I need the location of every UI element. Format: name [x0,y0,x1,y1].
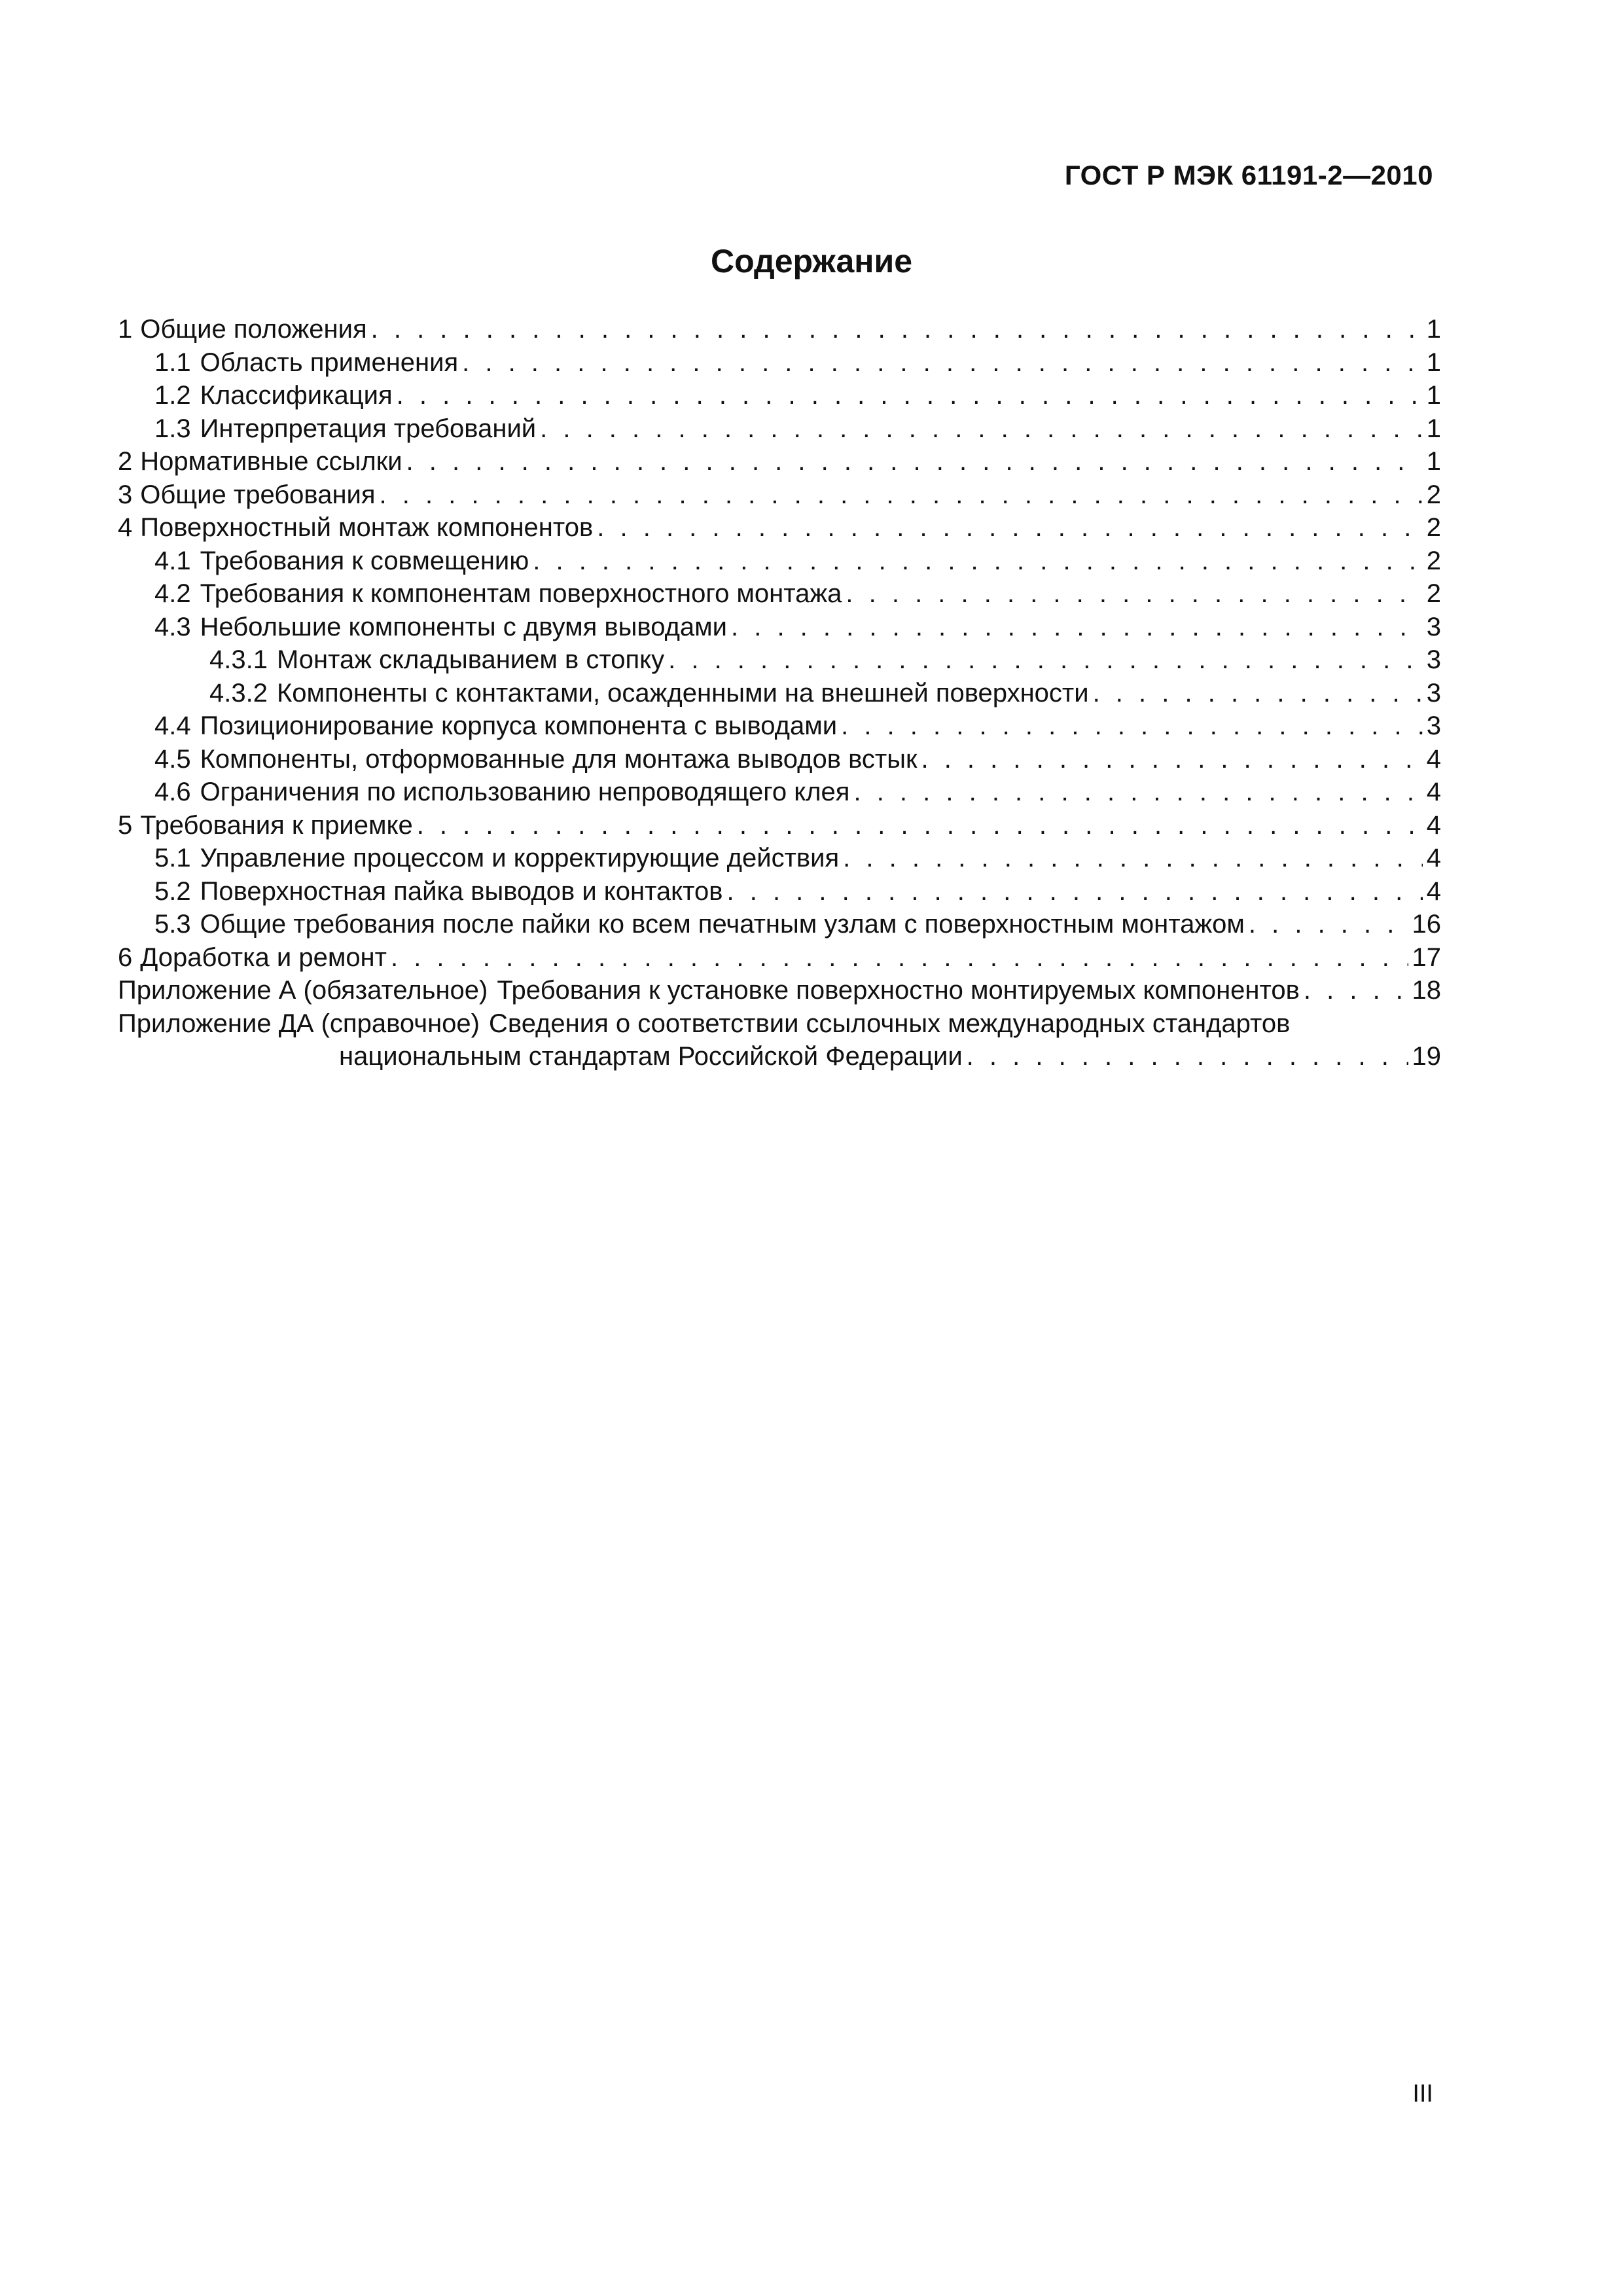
toc-entry-title: Общие требования после пайки ко всем печатным узлам с поверхностным монтажом [200,910,1245,939]
toc-entry-title: Ограничения по использованию непроводящего клея [200,778,850,806]
toc-entry-page: 4 [1426,744,1441,774]
toc-entry-page: 19 [1412,1042,1441,1071]
toc-entry-6[interactable] [118,941,1441,975]
document-id-header: ГОСТ Р МЭК 61191-2—2010 [1064,160,1433,190]
toc-entry-4-3-1[interactable] [118,643,1441,677]
toc-entry-number: 5.3 [154,910,191,939]
toc-entry-title-continuation: национальным стандартам Российской Федерации [339,1042,963,1071]
toc-entry-number: 1.2 [154,381,191,410]
dot-leader [841,709,1423,738]
toc-entry-title: Требования к установке поверхностно монтируемых компонентов [497,976,1300,1005]
toc-entry-title: Классификация [200,381,393,410]
toc-entry-page: 4 [1426,778,1441,806]
toc-entry-number: 4.3.2 [209,678,268,708]
toc-entry-title: Нормативные ссылки [140,447,402,476]
toc-entry-page: 2 [1426,513,1441,542]
dot-leader [597,511,1422,540]
dot-leader [391,941,1408,970]
toc-entry-page: 18 [1412,976,1441,1005]
toc-entry-page: 1 [1426,414,1441,443]
toc-entry-number: 3 [118,480,133,509]
toc-entry-page: 3 [1426,711,1441,740]
toc-entry-number: 4.3.1 [209,645,268,674]
toc-entry-title: Общие положения [140,315,367,344]
page-number: III [1412,2080,1433,2108]
table-of-contents [118,313,1441,1073]
toc-entry-2[interactable] [118,445,1441,478]
toc-entry-page: 2 [1426,579,1441,608]
toc-entry-3[interactable] [118,478,1441,512]
toc-entry-title: Поверхностный монтаж компонентов [140,513,594,542]
toc-entry-page: 17 [1412,942,1441,972]
toc-entry-number: 4.1 [154,546,191,575]
toc-entry-number: 1 [118,315,133,344]
dot-leader [1304,974,1408,1003]
dot-leader [406,445,1423,474]
dot-leader [967,1040,1408,1069]
toc-entry-number: 5.2 [154,876,191,906]
toc-entry-title: Компоненты с контактами, осажденными на внешней поверхности [276,678,1089,708]
dot-leader [727,875,1423,904]
dot-leader [921,743,1422,772]
toc-entry-page: 4 [1426,810,1441,840]
toc-entry-1-1[interactable] [118,346,1441,380]
toc-entry-number: 4.4 [154,711,191,740]
dot-leader [397,379,1423,408]
toc-entry-5-1[interactable] [118,842,1441,875]
toc-entry-4[interactable] [118,511,1441,545]
toc-entry-number: 1.1 [154,348,191,377]
toc-entry-number: 4.6 [154,778,191,806]
toc-entry-1[interactable] [118,313,1441,346]
toc-entry-number: 6 [118,942,133,972]
dot-leader [843,842,1423,870]
toc-entry-title: Компоненты, отформованные для монтажа выводов встык [200,744,918,774]
toc-entry-title: Требования к компонентам поверхностного монтажа [200,579,842,608]
dot-leader [668,643,1423,672]
toc-entry-title: Общие требования [140,480,376,509]
toc-entry-title: Позиционирование корпуса компонента с выводами [200,711,838,740]
annex-label: Приложение ДА (справочное) [118,1009,480,1038]
dot-leader [540,412,1423,441]
toc-entry-title: Управление процессом и корректирующие действия [200,844,840,872]
dot-leader [1249,908,1408,937]
toc-entry-title: Область применения [200,348,459,377]
toc-entry-number: 5.1 [154,844,191,872]
toc-entry-page: 4 [1426,876,1441,906]
toc-entry-4-1[interactable] [118,545,1441,578]
dot-leader [731,611,1423,639]
toc-entry-4-2[interactable] [118,577,1441,611]
toc-entry-number: 4.3 [154,612,191,641]
toc-entry-4-6[interactable] [118,776,1441,809]
dot-leader [533,545,1423,573]
toc-entry-title: Требования к приемке [140,810,413,840]
toc-entry-annex-da-continuation[interactable] [118,1040,1441,1073]
toc-entry-number: 5 [118,810,133,840]
toc-entry-page: 1 [1426,348,1441,377]
toc-entry-page: 3 [1426,612,1441,641]
dot-leader [853,776,1422,804]
toc-title: Содержание [710,243,913,279]
toc-entry-5-3[interactable] [118,908,1441,941]
toc-entry-4-3[interactable] [118,611,1441,644]
toc-entry-annex-a[interactable] [118,974,1441,1007]
dot-leader [371,313,1423,342]
dot-leader [462,346,1423,375]
toc-entry-page: 2 [1426,480,1441,509]
dot-leader [1093,677,1423,706]
toc-entry-number: 2 [118,447,133,476]
toc-entry-5-2[interactable] [118,875,1441,908]
toc-entry-number: 1.3 [154,414,191,443]
toc-entry-title: Интерпретация требований [200,414,537,443]
toc-entry-title: Монтаж складыванием в стопку [276,645,665,674]
toc-entry-title: Требования к совмещению [200,546,529,575]
toc-entry-title: Поверхностная пайка выводов и контактов [200,876,723,906]
annex-label: Приложение А (обязательное) [118,976,488,1005]
toc-entry-page: 2 [1426,546,1441,575]
toc-entry-number: 4.2 [154,579,191,608]
toc-entry-page: 4 [1426,844,1441,872]
toc-entry-1-3[interactable] [118,412,1441,446]
toc-entry-annex-da[interactable] [118,1007,1441,1041]
toc-entry-title: Сведения о соответствии ссылочных международных стандартов [489,1009,1291,1038]
toc-entry-title: Доработка и ремонт [140,942,387,972]
toc-entry-page: 3 [1426,645,1441,674]
toc-entry-4-3-2[interactable] [118,677,1441,710]
toc-entry-page: 1 [1426,315,1441,344]
dot-leader [846,577,1422,606]
toc-entry-5[interactable] [118,809,1441,842]
toc-entry-number: 4.5 [154,744,191,774]
toc-entry-4-5[interactable] [118,743,1441,776]
toc-entry-number: 4 [118,513,133,542]
toc-entry-title: Небольшие компоненты с двумя выводами [200,612,727,641]
toc-entry-page: 1 [1426,381,1441,410]
dot-leader [380,478,1423,507]
toc-entry-page: 1 [1426,447,1441,476]
toc-entry-1-2[interactable] [118,379,1441,412]
toc-entry-4-4[interactable] [118,709,1441,743]
dot-leader [417,809,1423,838]
toc-entry-page: 16 [1412,910,1441,939]
toc-entry-page: 3 [1426,678,1441,708]
